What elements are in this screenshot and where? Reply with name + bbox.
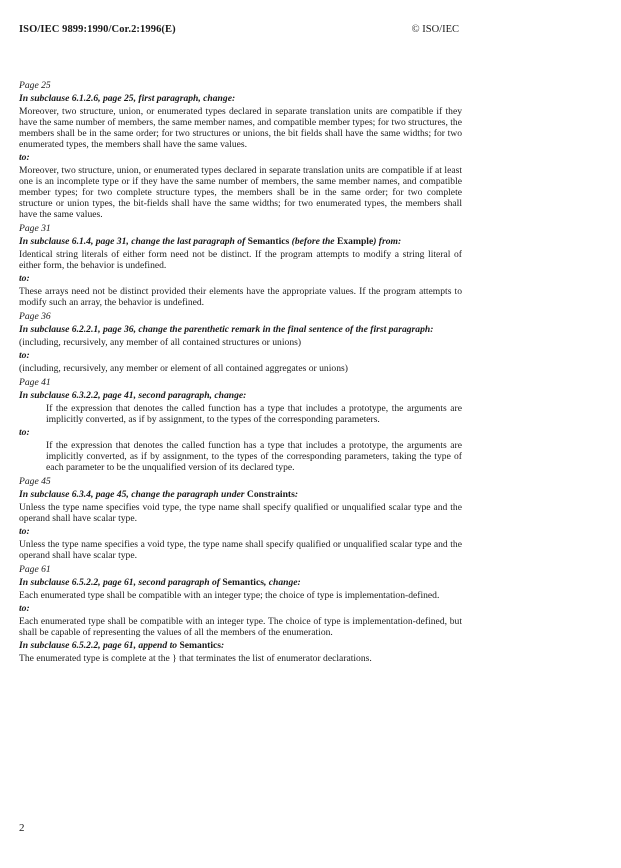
- to-label: to:: [19, 603, 30, 614]
- append-instruction: [19, 640, 462, 651]
- original-text: (including, recursively, any member of all contained structures or unions): [19, 337, 302, 348]
- page-reference: Page 36: [19, 311, 51, 322]
- replacement-text: Unless the type name specifies a void type, the type name shall specify qualified or unqualified scalar type and the operand shall have scalar type.: [19, 539, 462, 561]
- page-reference: Page 61: [19, 564, 51, 575]
- original-text: If the expression that denotes the called function has a type that includes a prototype, the arguments are implicitly converted, as if by assignment, to the types of the corresponding parameters.: [46, 403, 462, 425]
- change-instruction: In subclause 6.1.2.6, page 25, first paragraph, change:: [19, 93, 236, 104]
- replacement-text: These arrays need not be distinct provided their elements have the appropriate values. If the program attempts to modify such an array, the behavior is undefined.: [19, 286, 462, 308]
- replacement-text: Each enumerated type shall be compatible with an integer type. The choice of type is implementation-defined, but shall be capable of representing the values of all the members of the enumeration.: [19, 616, 462, 638]
- section-page-25: [19, 80, 462, 220]
- change-instruction: [19, 577, 462, 588]
- original-text: Moreover, two structure, union, or enumerated types declared in separate translation units are compatible if they have the same number of members, the same member names, and compatible member types; for two structures, the members shall be in the same order; for two structures or unions, the bit fields shall have the same widths; for two enumerated types, the members shall have the same values.: [19, 106, 462, 150]
- document-identifier: ISO/IEC 9899:1990/Cor.2:1996(E): [19, 24, 176, 35]
- instruction-part: ) from:: [373, 236, 402, 247]
- instruction-keyword: Constraints: [246, 489, 295, 500]
- change-instruction: In subclause 6.2.2.1, page 36, change the parenthetic remark in the final sentence of the first paragraph:: [19, 324, 434, 335]
- section-page-45: [19, 476, 462, 561]
- instruction-part: , change:: [263, 577, 301, 588]
- instruction-part: :: [221, 640, 225, 651]
- to-label: to:: [19, 273, 30, 284]
- section-page-61: [19, 564, 462, 664]
- instruction-part: In subclause 6.3.4, page 45, change the paragraph under: [19, 489, 247, 500]
- instruction-keyword: Semantics: [179, 640, 222, 651]
- original-text: Unless the type name specifies void type, the type name shall specify qualified or unqualified scalar type and the operand shall have scalar type.: [19, 502, 462, 524]
- replacement-text: Moreover, two structure, union, or enumerated types declared in separate translation units are compatible if at least one is an incomplete type or if they have the same number of members, the same member names, and compatible member types; for two complete structure types, the members shall be in the same order; for two complete structure or union types, the bit-fields shall have the same widths; for two enumerated types, the members shall have the same values.: [19, 165, 462, 220]
- copyright-mark: © ISO/IEC: [411, 24, 459, 35]
- to-label: to:: [19, 350, 30, 361]
- change-instruction: [19, 489, 462, 500]
- page-reference: Page 31: [19, 223, 51, 234]
- instruction-keyword: Semantics: [247, 236, 290, 247]
- page-reference: Page 45: [19, 476, 51, 487]
- appended-text: The enumerated type is complete at the } that terminates the list of enumerator declarations.: [19, 653, 372, 664]
- corrigendum-body: [19, 80, 462, 667]
- replacement-text: (including, recursively, any member or element of all contained aggregates or unions): [19, 363, 348, 374]
- instruction-part: (before the: [289, 236, 337, 247]
- page-reference: Page 25: [19, 80, 51, 91]
- page-number: 2: [19, 822, 25, 834]
- instruction-part: In subclause 6.1.4, page 31, change the last paragraph of: [19, 236, 248, 247]
- instruction-part: In subclause 6.5.2.2, page 61, append to: [19, 640, 180, 651]
- original-text: Identical string literals of either form need not be distinct. If the program attempts to modify a string literal of either form, the behavior is undefined.: [19, 249, 462, 271]
- to-label: to:: [19, 152, 30, 163]
- replacement-text: If the expression that denotes the called function has a type that includes a prototype, the arguments are implicitly converted, as if by assignment, to the types of the corresponding parameters, taking the type of each parameter to be the unqualified version of its declared type.: [46, 440, 462, 473]
- change-instruction: In subclause 6.3.2.2, page 41, second paragraph, change:: [19, 390, 247, 401]
- to-label: to:: [19, 427, 30, 438]
- to-label: to:: [19, 526, 30, 537]
- instruction-keyword: Example: [336, 236, 374, 247]
- original-text: Each enumerated type shall be compatible with an integer type; the choice of type is implementation-defined.: [19, 590, 440, 601]
- section-page-31: [19, 223, 462, 308]
- section-page-36: [19, 311, 462, 374]
- instruction-keyword: Semantics: [222, 577, 264, 588]
- instruction-part: :: [294, 489, 299, 500]
- change-instruction: [19, 236, 462, 247]
- instruction-part: In subclause 6.5.2.2, page 61, second paragraph of: [19, 577, 223, 588]
- page-reference: Page 41: [19, 377, 51, 388]
- section-page-41: [19, 377, 462, 473]
